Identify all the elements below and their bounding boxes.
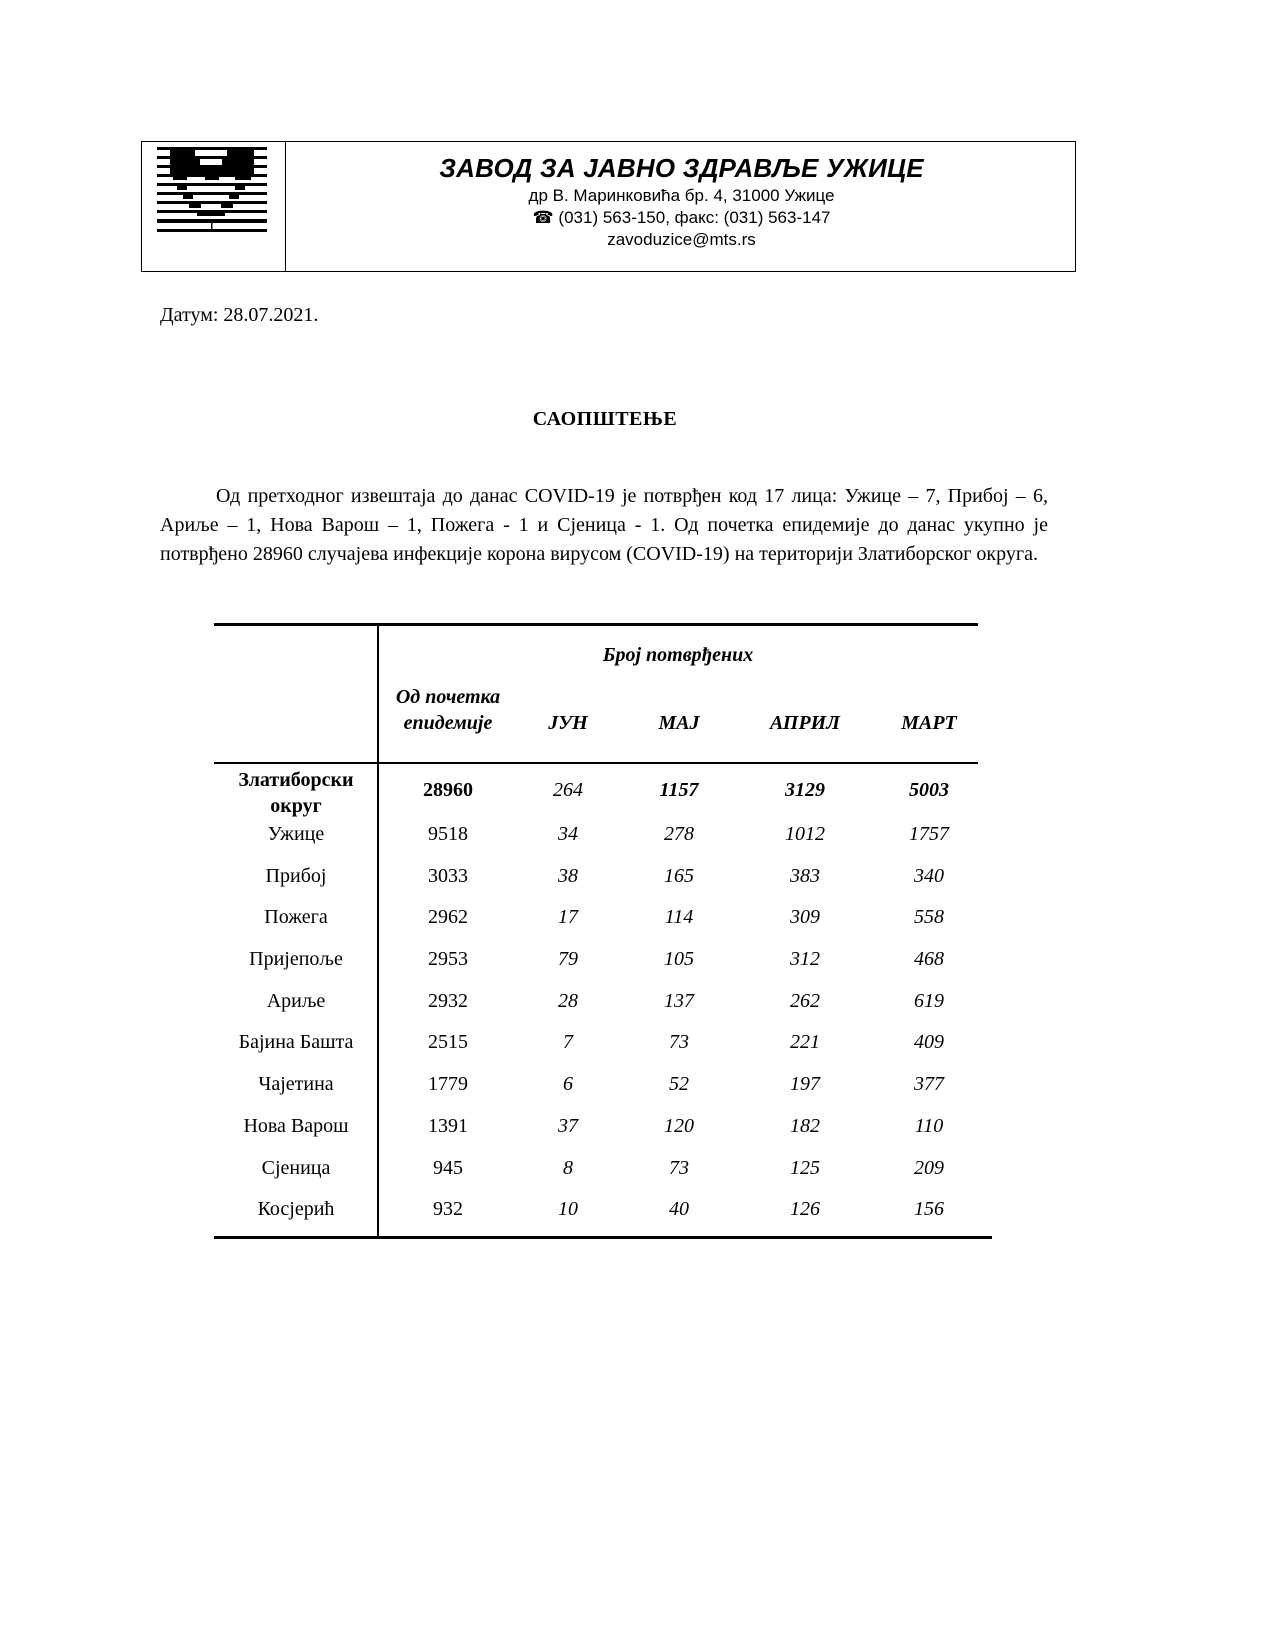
- organization-phone: [287, 208, 1076, 228]
- row-name: Чајетина: [258, 1073, 334, 1095]
- cell-total: 932: [433, 1198, 463, 1220]
- cell-mart: 110: [914, 1115, 944, 1137]
- cell-mart: 558: [914, 906, 944, 928]
- letterhead-divider: [285, 141, 286, 272]
- cell-april: 1012: [785, 823, 825, 845]
- institute-logo-icon: [157, 147, 267, 239]
- cell-maj: 40: [669, 1198, 689, 1220]
- cell-april: 126: [790, 1198, 820, 1220]
- cell-mart: 156: [914, 1198, 944, 1220]
- table-row: [214, 823, 992, 853]
- cell-jun: 6: [563, 1073, 573, 1095]
- phone-fax-numbers: (031) 563-150, факс: (031) 563-147: [558, 208, 831, 227]
- cell-total: 945: [433, 1157, 463, 1179]
- cell-april: 262: [790, 990, 820, 1012]
- cell-maj: 73: [669, 1157, 689, 1179]
- cell-maj: 73: [669, 1031, 689, 1053]
- column-header-total: Од почетка епидемије: [395, 686, 501, 734]
- cell-total: 2515: [428, 1031, 468, 1053]
- phone-icon: ☎: [532, 208, 554, 227]
- table-row: [214, 865, 992, 895]
- cell-mart: 377: [914, 1073, 944, 1095]
- cell-maj: 120: [664, 1115, 694, 1137]
- row-name: Бајина Башта: [238, 1031, 354, 1053]
- cell-mart: 619: [914, 990, 944, 1012]
- row-name: Ариље: [266, 990, 326, 1012]
- cell-jun: 38: [558, 865, 578, 887]
- announcement-text: Од претходног извештаја до данас COVID-19 је потврђен код 17 лица: Ужице – 7, Прибој – 6, Ариље – 1, Нова Варош – 1, Пожега - 1 и Сјеница - 1. Од почетка епидемије до данас укупно је потврђено 28960 случајева инфекције корона вирусом (COVID-19) на територији Златиборског округа.: [160, 485, 1048, 565]
- cell-maj: 1157: [659, 779, 699, 801]
- cell-april: 309: [790, 906, 820, 928]
- table-top-rule: [214, 623, 978, 626]
- cell-mart: 1757: [909, 823, 949, 845]
- row-name: Ужице: [267, 823, 325, 845]
- cell-maj: 105: [664, 948, 694, 970]
- organization-email: zavoduzice@mts.rs: [607, 230, 756, 249]
- cell-jun: 34: [558, 823, 578, 845]
- cell-maj: 114: [664, 906, 694, 928]
- table-header-rule: [214, 762, 978, 764]
- cell-mart: 5003: [909, 779, 949, 801]
- row-name: Златиборски округ: [238, 769, 354, 817]
- cell-mart: 209: [914, 1157, 944, 1179]
- cell-total: 3033: [428, 865, 468, 887]
- cell-total: 2953: [428, 948, 468, 970]
- cell-jun: 264: [553, 779, 583, 801]
- row-name: Пожега: [264, 906, 328, 928]
- table-group-header: Број потврђених: [602, 644, 754, 666]
- row-name: Прибој: [265, 865, 327, 887]
- document-date: Датум: 28.07.2021.: [160, 304, 319, 326]
- cell-april: 197: [790, 1073, 820, 1095]
- table-bottom-rule: [214, 1236, 992, 1239]
- cell-april: 182: [790, 1115, 820, 1137]
- organization-name: ЗАВОД ЗА ЈАВНО ЗДРАВЉЕ УЖИЦЕ: [439, 153, 924, 183]
- cell-maj: 165: [664, 865, 694, 887]
- cell-mart: 468: [914, 948, 944, 970]
- column-header-jun: ЈУН: [548, 712, 588, 734]
- cell-total: 9518: [428, 823, 468, 845]
- cell-jun: 28: [558, 990, 578, 1012]
- table-row: [214, 990, 992, 1020]
- cell-total: 2962: [428, 906, 468, 928]
- organization-address: др В. Маринковића бр. 4, 31000 Ужице: [528, 186, 835, 205]
- announcement-paragraph: [160, 482, 1048, 569]
- table-row: [214, 948, 992, 978]
- row-name: Косјерић: [257, 1198, 335, 1220]
- cell-jun: 79: [558, 948, 578, 970]
- cell-mart: 409: [914, 1031, 944, 1053]
- column-header-mart: МАРТ: [901, 712, 957, 734]
- cell-april: 221: [790, 1031, 820, 1053]
- cell-mart: 340: [914, 865, 944, 887]
- cell-jun: 17: [558, 906, 578, 928]
- table-row: [214, 1073, 992, 1103]
- column-header-maj: МАЈ: [658, 712, 700, 734]
- cell-april: 383: [790, 865, 820, 887]
- column-header-april: АПРИЛ: [770, 712, 840, 734]
- row-name: Пријепоље: [249, 948, 343, 970]
- table-row: [214, 906, 992, 936]
- cell-total: 1391: [428, 1115, 468, 1137]
- document-title: САОПШТЕЊЕ: [532, 408, 678, 430]
- row-name: Нова Варош: [243, 1115, 349, 1137]
- cell-april: 312: [790, 948, 820, 970]
- cell-jun: 8: [563, 1157, 573, 1179]
- cell-maj: 52: [669, 1073, 689, 1095]
- cell-total: 2932: [428, 990, 468, 1012]
- cell-jun: 7: [563, 1031, 573, 1053]
- cell-maj: 137: [664, 990, 694, 1012]
- table-row-total: [214, 767, 992, 817]
- cell-jun: 10: [558, 1198, 578, 1220]
- table-row: [214, 1157, 992, 1187]
- table-row: [214, 1115, 992, 1145]
- table-row: [214, 1031, 992, 1061]
- cell-april: 125: [790, 1157, 820, 1179]
- row-name: Сјеница: [261, 1157, 331, 1179]
- cell-maj: 278: [664, 823, 694, 845]
- cell-april: 3129: [785, 779, 825, 801]
- cell-total: 1779: [428, 1073, 468, 1095]
- table-row: [214, 1198, 992, 1228]
- cell-total: 28960: [423, 779, 473, 801]
- cell-jun: 37: [558, 1115, 578, 1137]
